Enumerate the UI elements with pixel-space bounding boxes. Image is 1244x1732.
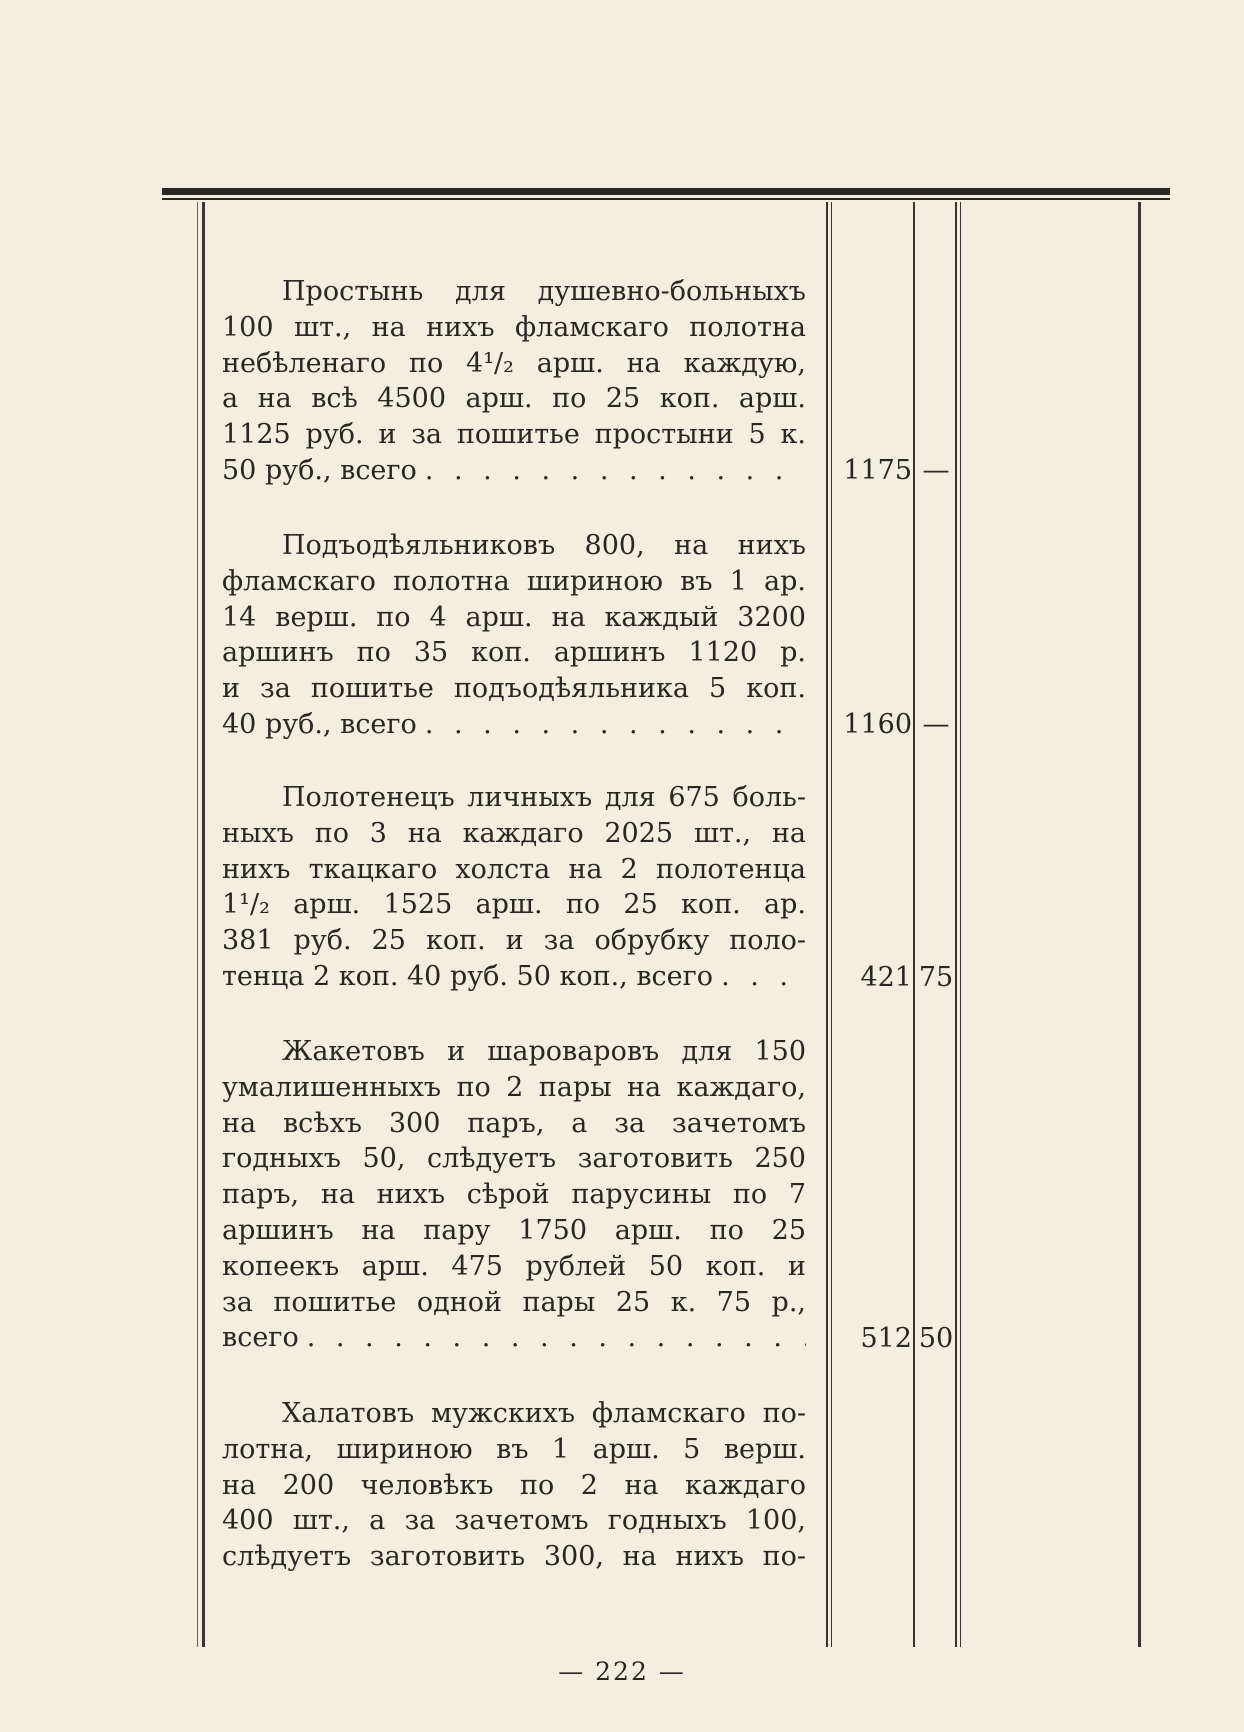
entry-last-line: 40 руб., всего	[222, 708, 417, 740]
entry-line: Простынь для душевно-больныхъ	[282, 276, 806, 307]
entry-line: лотна, шириною въ 1 арш. 5 верш.	[222, 1433, 806, 1465]
entry-last-line: тенца 2 коп. 40 руб. 50 коп., всего	[222, 960, 714, 992]
kopecks-value: —	[922, 709, 950, 740]
left-rule	[202, 202, 205, 1647]
dot-leader	[721, 959, 806, 995]
entry-line: и за пошитье подъодѣяльника 5 коп.	[222, 673, 806, 705]
entry-line: аршинъ по 35 коп. аршинъ 1120 р.	[222, 637, 806, 669]
page-number: — 222 —	[558, 1657, 686, 1686]
entry-line: 100 шт., на нихъ фламскаго полотна	[222, 311, 806, 343]
entry-line: копеекъ арш. 475 рублей 50 коп. и	[222, 1250, 806, 1282]
entry-line: 1¹/₂ арш. 1525 арш. по 25 коп. ар.	[222, 889, 806, 921]
entry-line: а на всѣ 4500 арш. по 25 коп. арш.	[222, 383, 806, 415]
entry-line: паръ, на нихъ сѣрой парусины по 7	[222, 1179, 806, 1211]
entry-last-line: всего	[222, 1322, 299, 1354]
entry-line: 381 руб. 25 коп. и за обрубку поло-	[222, 925, 806, 957]
entry-line: 400 шт., а за зачетомъ годныхъ 100,	[222, 1505, 806, 1537]
dot-leader	[425, 707, 806, 743]
left-rule-thin	[197, 202, 198, 1647]
rubles-value: 421	[860, 962, 912, 993]
entry-line: Халатовъ мужскихъ фламскаго по-	[282, 1398, 806, 1429]
entry-line: аршинъ на пару 1750 арш. по 25	[222, 1214, 806, 1246]
top-rule	[162, 188, 1170, 195]
entry-line: на 200 человѣкъ по 2 на каждаго	[222, 1469, 806, 1501]
entry-line: ныхъ по 3 на каждаго 2025 шт., на	[222, 817, 806, 849]
entry-line: на всѣхъ 300 паръ, а за зачетомъ	[222, 1107, 806, 1139]
rubles-value: 1175	[843, 455, 912, 486]
kopecks-column-rule-thin	[960, 202, 961, 1647]
entry-5	[222, 1396, 806, 1575]
entry-line: нихъ ткацкаго холста на 2 полотенца	[222, 853, 806, 885]
entry-line: 14 верш. по 4 арш. на каждый 3200	[222, 601, 806, 633]
top-rule-thin	[162, 198, 1170, 200]
entry-line: за пошитье одной пары 25 к. 75 р.,	[222, 1286, 806, 1318]
kopecks-value: 50	[918, 1323, 954, 1354]
dot-leader	[307, 1320, 806, 1356]
kopecks-value: —	[922, 455, 950, 486]
text-column-rule-thin	[831, 202, 832, 1647]
kopecks-value: 75	[918, 962, 954, 993]
kopecks-column-rule	[955, 202, 957, 1647]
right-rule	[1138, 202, 1141, 1647]
entry-line: фламскаго полотна шириною въ 1 ар.	[222, 565, 806, 597]
rubles-value: 512	[860, 1323, 912, 1354]
rubles-value: 1160	[843, 709, 912, 740]
entry-line: Подъодѣяльниковъ 800, на нихъ	[282, 530, 806, 561]
entry-line: годныхъ 50, слѣдуетъ заготовить 250	[222, 1143, 806, 1175]
entry-last-line: 50 руб., всего	[222, 454, 417, 486]
rubles-column-rule	[913, 202, 915, 1647]
entry-4	[222, 1034, 806, 1356]
dot-leader	[425, 453, 806, 489]
entry-line: слѣдуетъ заготовить 300, на нихъ по-	[222, 1541, 806, 1573]
entry-2	[222, 528, 806, 743]
entry-line: Полотенецъ личныхъ для 675 боль-	[282, 782, 806, 813]
entry-line: небѣленаго по 4¹/₂ арш. на каждую,	[222, 347, 806, 379]
entry-line: умалишенныхъ по 2 пары на каждаго,	[222, 1071, 806, 1103]
entry-1	[222, 274, 806, 489]
entry-3	[222, 780, 806, 995]
text-column-rule	[826, 202, 828, 1647]
entry-line: 1125 руб. и за пошитье простыни 5 к.	[222, 419, 806, 451]
entry-line: Жакетовъ и шароваровъ для 150	[282, 1036, 806, 1067]
